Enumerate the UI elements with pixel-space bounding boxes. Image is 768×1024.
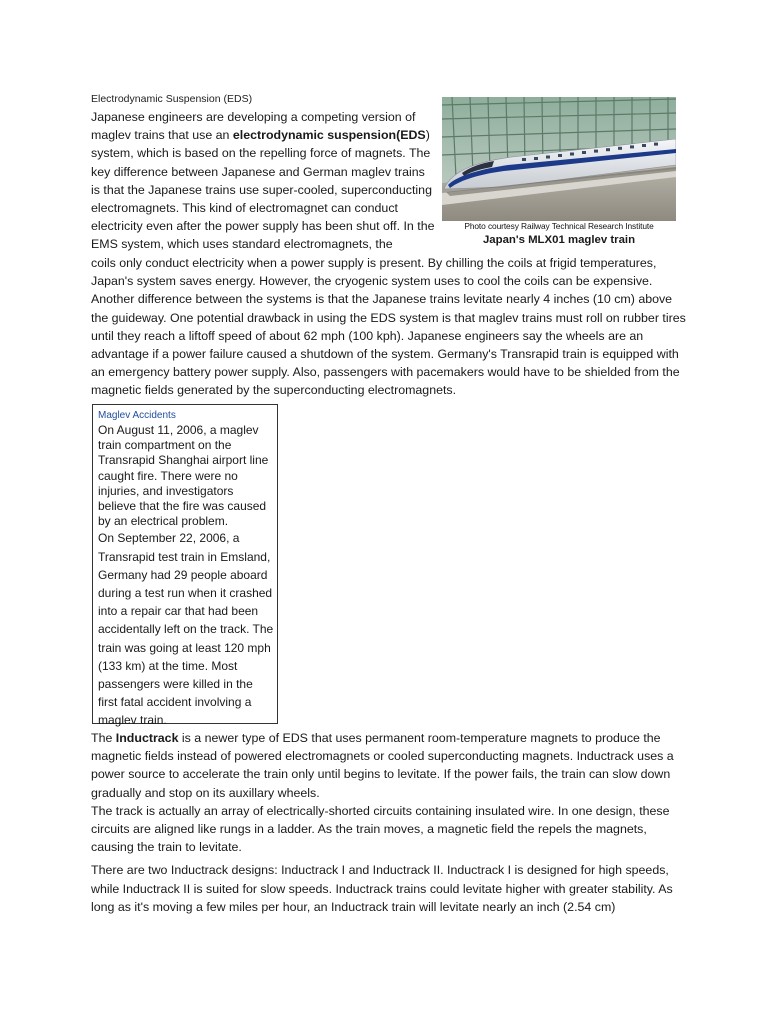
eds-continuation <box>91 254 691 400</box>
inductrack-paragraph-3: There are two Inductrack designs: Inductrack I and Inductrack II. Inductrack I is designed for high speeds, while Inductrack II is suited for slow speeds. Inductrack trains could levitate higher with greater stability. As long as it's moving a few miles per hour, an Inductrack train will levitate nearly an inch (2.54 cm) <box>91 863 673 914</box>
photo-credit: Photo courtesy Railway Technical Research Institute <box>464 221 654 231</box>
intro-part2: ) system, which is based on the repelling force of magnets. The key difference between Japanese and German maglev trains is that the Japanese trains use super-cooled, superconducting electromagnets. This kind of electromagnet can conduct electricity even after the power supply has been shut off. In the EMS system, which uses standard electromagnets, the <box>91 128 435 252</box>
section-heading: Electrodynamic Suspension (EDS) <box>91 93 253 105</box>
sidebar-paragraph-2: On September 22, 2006, a Transrapid test train in Emsland, Germany had 29 people aboard during a test run when it crashed into a repair car that had been accidentally left on the track. The train was going at least 120 mph (133 km) at the time. Most passengers were killed in the first fatal accident involving a maglev train. <box>98 531 274 728</box>
inductrack-pre: The <box>91 731 116 745</box>
sidebar-paragraph-1: On August 11, 2006, a maglev train compartment on the Transrapid Shanghai airport line caught fire. There were no injuries, and investigators believe that the fire was caused by an electrical problem. <box>98 423 269 529</box>
accidents-sidebar <box>92 404 278 728</box>
inductrack-post: is a newer type of EDS that uses permanent room-temperature magnets to produce the magnetic fields instead of powered electromagnets or cooled superconducting magnets. Inductrack uses a power source to accelerate the train only until begins to levitate. If the power fails, the train can slow down gradually and stop on its auxillary wheels. <box>91 731 674 800</box>
intro-bold-abbrev: (EDS <box>396 128 426 143</box>
inductrack-term: Inductrack <box>115 731 179 745</box>
intro-text <box>91 108 436 254</box>
maglev-figure <box>442 97 676 247</box>
intro-part1: Japanese engineers are developing a competing version of maglev trains that use an <box>91 110 416 143</box>
sidebar-body <box>98 423 274 730</box>
intro-bold-term: electrodynamic suspension <box>232 128 397 143</box>
sidebar-title: Maglev Accidents <box>98 410 176 421</box>
intro-paragraph <box>91 108 436 254</box>
continuation-text: coils only conduct electricity when a power supply is present. By chilling the coils at frigid temperatures, Japan's system saves energy. However, the cryogenic system uses to cool the coils can be expensive. Another difference between the systems is that the Japanese trains levitate nearly 4 inches (10 cm) above the guideway. One potential drawback in using the EDS system is that maglev trains must roll on rubber tires until they reach a liftoff speed of about 62 mph (100 kph). Japanese engineers say the wheels are an advantage if a power failure caused a shutdown of the system. Germany's Transrapid train is equipped with an emergency battery power supply. Also, passengers with pacemakers would have to be shielded from the magnetic fields generated by the superconducting electromagnets. <box>91 256 686 398</box>
maglev-train-photo <box>442 97 676 221</box>
inductrack-paragraph-2: The track is actually an array of electrically-shorted circuits containing insulated wire. In one design, these circuits are aligned like rungs in a ladder. As the train moves, a magnetic field the repels the magnets, causing the train to levitate. <box>91 803 670 855</box>
inductrack-paragraph-1 <box>91 729 691 802</box>
inductrack-section <box>91 729 691 916</box>
photo-caption: Japan's MLX01 maglev train <box>482 234 636 246</box>
